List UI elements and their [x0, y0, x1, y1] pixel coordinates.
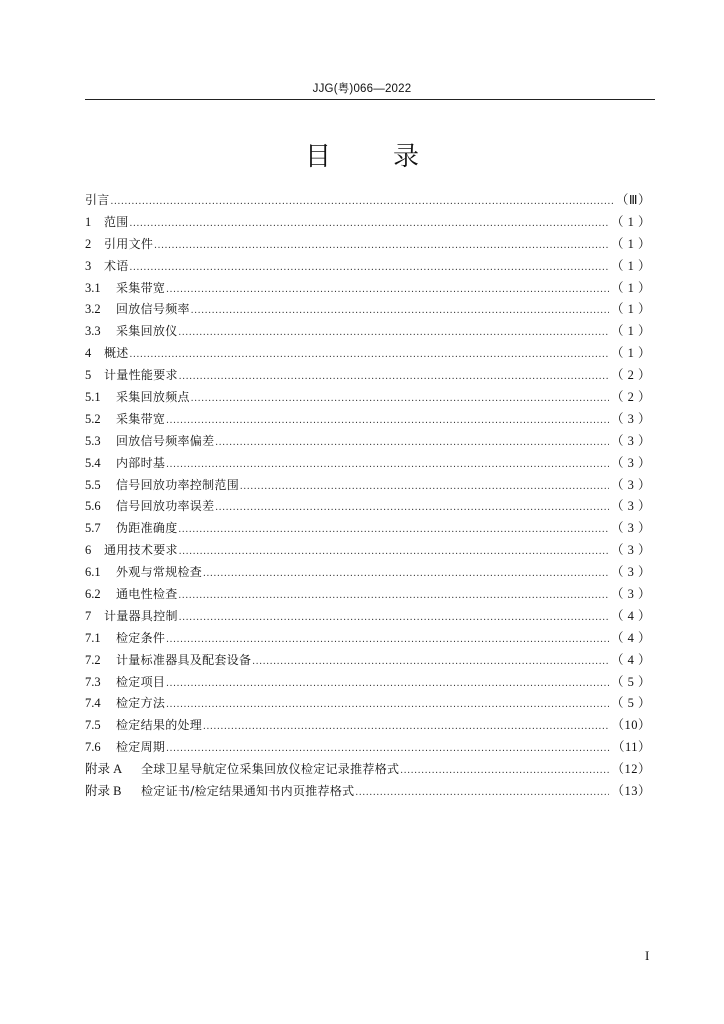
toc-entry-label: 采集带宽 [116, 411, 166, 426]
toc-dot-leader [111, 191, 614, 213]
toc-dot-leader [215, 497, 609, 519]
toc-entry-label: 采集回放频点 [116, 390, 190, 405]
toc-entry-label: 伪距准确度 [116, 521, 178, 536]
toc-entry-label: 信号回放功率误差 [116, 499, 215, 514]
toc-entry[interactable] [85, 715, 651, 737]
toc-dot-leader [191, 300, 609, 322]
toc-entry-page: （ 4 ） [610, 652, 651, 667]
toc-entry-label: 信号回放功率控制范围 [116, 477, 240, 492]
toc-entry-page: （ 1 ） [610, 302, 651, 317]
toc-entry-page: （Ⅲ） [615, 193, 651, 207]
toc-dot-leader [215, 432, 609, 454]
toc-entry[interactable] [85, 606, 651, 628]
toc-dot-leader [179, 366, 609, 388]
toc-entry-number: 7 [85, 608, 92, 623]
toc-entry-page: （ 1 ） [610, 258, 651, 273]
toc-entry[interactable] [85, 540, 651, 562]
page-title: 目录 [304, 142, 481, 172]
toc-dot-leader [166, 694, 609, 716]
toc-entry-page: （10） [611, 718, 651, 733]
toc-entry[interactable] [85, 387, 651, 409]
toc-entry-number: 6.2 [85, 587, 101, 602]
toc-entry-label: 采集带宽 [116, 280, 166, 295]
toc-dot-leader [166, 279, 609, 301]
toc-dot-leader [166, 629, 609, 651]
toc-entry-label: 术语 [104, 258, 129, 273]
toc-entry-number: 5.7 [85, 521, 101, 536]
toc-dot-leader [154, 235, 609, 257]
toc-entry[interactable] [85, 518, 651, 540]
toc-entry-page: （ 1 ） [610, 236, 651, 251]
toc-entry-page: （ 4 ） [610, 630, 651, 645]
toc-entry-label: 检定项目 [116, 674, 166, 689]
toc-entry[interactable] [85, 628, 651, 650]
toc-entry-page: （ 5 ） [610, 674, 651, 689]
toc-entry-page: （ 3 ） [610, 499, 651, 514]
toc-entry-page: （ 3 ） [610, 433, 651, 448]
toc-dot-leader [166, 410, 609, 432]
toc-dot-leader [179, 607, 609, 629]
toc-entry-number: 5.4 [85, 455, 101, 470]
toc-entry-number: 7.1 [85, 630, 101, 645]
toc-entry-number: 4 [85, 346, 92, 361]
toc-entry-label: 计量标准器具及配套设备 [116, 652, 252, 667]
toc-entry[interactable] [85, 343, 651, 365]
toc-dot-leader [179, 541, 609, 563]
table-of-contents [85, 190, 651, 803]
toc-entry-label: 内部时基 [116, 455, 166, 470]
toc-entry-page: （ 3 ） [610, 455, 651, 470]
toc-entry-number: 5.3 [85, 433, 101, 448]
toc-dot-leader [179, 322, 609, 344]
toc-dot-leader [166, 673, 609, 695]
toc-entry-number: 6.1 [85, 565, 101, 580]
toc-entry-label: 检定条件 [116, 630, 166, 645]
toc-entry[interactable] [85, 365, 651, 387]
toc-dot-leader [191, 388, 609, 410]
toc-entry-number: 7.2 [85, 652, 101, 667]
toc-entry-number: 3.1 [85, 280, 101, 295]
toc-entry[interactable] [85, 299, 651, 321]
toc-entry-number: 3 [85, 258, 92, 273]
toc-dot-leader [240, 476, 609, 498]
toc-dot-leader [166, 738, 610, 760]
toc-entry-page: （13） [611, 784, 651, 799]
toc-dot-leader [203, 716, 609, 738]
toc-entry-label: 全球卫星导航定位采集回放仪检定记录推荐格式 [141, 762, 400, 777]
toc-dot-leader [400, 760, 609, 782]
toc-entry[interactable] [85, 278, 651, 300]
toc-entry-label: 计量器具控制 [104, 608, 178, 623]
toc-entry[interactable] [85, 256, 651, 278]
toc-entry-page: （ 1 ） [610, 346, 651, 361]
toc-entry[interactable] [85, 781, 651, 803]
toc-entry-number: 6 [85, 543, 92, 558]
toc-entry-number: 5 [85, 368, 92, 383]
toc-entry-page: （12） [611, 762, 651, 777]
toc-entry[interactable] [85, 212, 651, 234]
toc-entry-page: （ 3 ） [610, 565, 651, 580]
toc-entry-number: 1 [85, 214, 92, 229]
toc-entry-label: 引用文件 [104, 236, 154, 251]
toc-entry-label: 回放信号频率 [116, 302, 190, 317]
toc-entry-number: 3.3 [85, 324, 101, 339]
toc-entry-number: 7.6 [85, 740, 101, 755]
toc-entry[interactable] [85, 321, 651, 343]
toc-entry-page: （ 3 ） [610, 587, 651, 602]
toc-entry-label: 概述 [104, 346, 129, 361]
toc-entry[interactable] [85, 650, 651, 672]
toc-entry-label: 计量性能要求 [104, 368, 178, 383]
toc-entry[interactable] [85, 475, 651, 497]
toc-entry-label: 通用技术要求 [104, 543, 178, 558]
toc-entry-number: 5.2 [85, 411, 101, 426]
toc-entry-label: 检定结果的处理 [116, 718, 203, 733]
toc-entry-number: 7.4 [85, 696, 101, 711]
toc-entry-label: 采集回放仪 [116, 324, 178, 339]
standard-code-header: JJG(粤)066—2022 [312, 83, 412, 95]
toc-entry-page: （ 3 ） [610, 543, 651, 558]
toc-entry-label: 检定方法 [116, 696, 166, 711]
toc-entry-page: （11） [611, 740, 651, 755]
toc-entry[interactable] [85, 737, 651, 759]
toc-entry-number: 7.5 [85, 718, 101, 733]
toc-entry[interactable] [85, 672, 651, 694]
toc-entry-number: 5.1 [85, 390, 101, 405]
toc-entry-page: （ 2 ） [610, 368, 651, 383]
toc-entry-page: （ 5 ） [610, 696, 651, 711]
toc-entry[interactable] [85, 431, 651, 453]
toc-dot-leader [179, 519, 609, 541]
toc-entry-number: 附录 B [85, 784, 122, 799]
toc-entry-label: 通电性检查 [116, 587, 178, 602]
toc-entry[interactable] [85, 453, 651, 475]
toc-dot-leader [355, 782, 609, 804]
toc-entry-page: （ 2 ） [610, 390, 651, 405]
toc-dot-leader [252, 651, 609, 673]
toc-entry-label: 检定周期 [116, 740, 166, 755]
toc-entry[interactable] [85, 759, 651, 781]
toc-entry-number: 5.6 [85, 499, 101, 514]
toc-entry-page: （ 4 ） [610, 608, 651, 623]
toc-dot-leader [130, 213, 609, 235]
header-divider [85, 99, 655, 100]
toc-entry[interactable] [85, 496, 651, 518]
toc-entry-page: （ 3 ） [610, 477, 651, 492]
toc-entry[interactable] [85, 693, 651, 715]
toc-entry-number: 7.3 [85, 674, 101, 689]
toc-dot-leader [166, 454, 609, 476]
toc-entry-label: 范围 [104, 214, 129, 229]
toc-entry-label: 检定证书/检定结果通知书内页推荐格式 [141, 784, 355, 799]
page-number: I [645, 948, 650, 963]
toc-dot-leader [130, 257, 609, 279]
toc-entry[interactable] [85, 562, 651, 584]
toc-entry-page: （ 1 ） [610, 324, 651, 339]
toc-entry[interactable] [85, 234, 651, 256]
toc-dot-leader [203, 563, 609, 585]
toc-entry[interactable] [85, 584, 651, 606]
toc-entry-number: 5.5 [85, 477, 101, 492]
toc-entry-page: （ 1 ） [610, 214, 651, 229]
toc-entry-number: 附录 A [85, 762, 123, 777]
toc-entry-number: 3.2 [85, 302, 101, 317]
toc-entry-page: （ 1 ） [610, 280, 651, 295]
toc-entry-label: 外观与常规检查 [116, 565, 203, 580]
toc-dot-leader [130, 344, 609, 366]
toc-entry-number: 2 [85, 236, 92, 251]
toc-entry-page: （ 3 ） [610, 521, 651, 536]
toc-entry-page: （ 3 ） [610, 411, 651, 426]
toc-entry-label: 回放信号频率偏差 [116, 433, 215, 448]
toc-dot-leader [179, 585, 609, 607]
toc-entry[interactable] [85, 409, 651, 431]
toc-entry[interactable] [85, 190, 651, 212]
toc-entry-label: 引言 [85, 193, 110, 207]
